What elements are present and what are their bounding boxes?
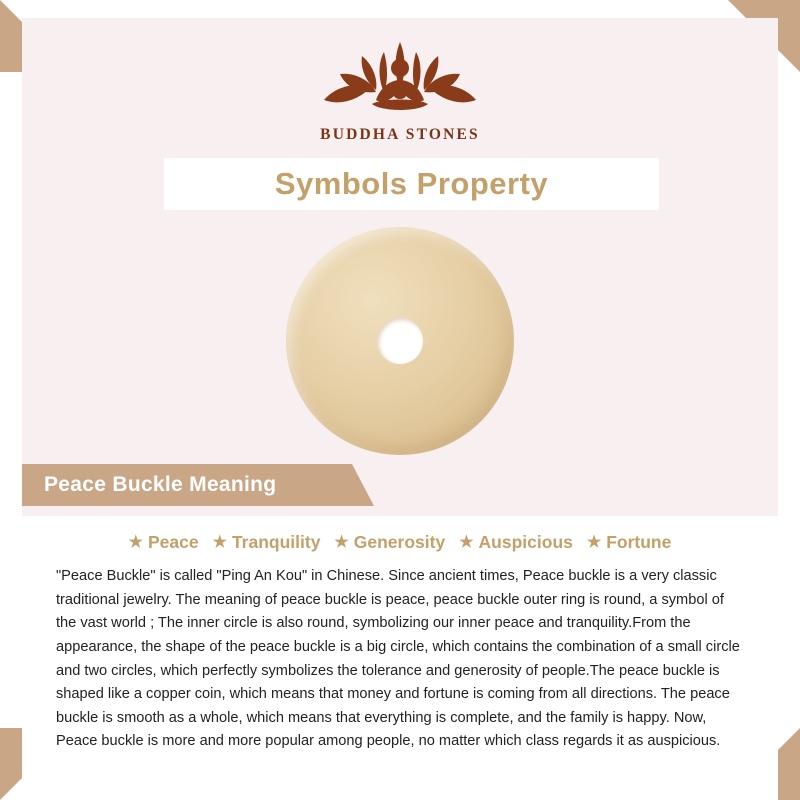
ribbon-notch — [352, 464, 374, 506]
section-title: Peace Buckle Meaning — [44, 473, 277, 496]
description-block — [22, 516, 778, 800]
list-item — [334, 532, 445, 553]
brand-name: BUDDHA STONES — [320, 126, 480, 143]
lotus-meditation-figure-icon — [22, 30, 778, 122]
peace-buckle-jade-disc-icon — [286, 227, 514, 455]
keyword-label: Auspicious — [478, 532, 573, 552]
star-icon: ★ — [586, 533, 602, 551]
star-icon: ★ — [128, 533, 143, 551]
keyword-label: Peace — [147, 532, 199, 552]
list-item — [213, 532, 321, 553]
section-ribbon — [22, 464, 352, 506]
brand-logo — [22, 30, 778, 144]
star-icon: ★ — [459, 533, 474, 551]
content-panel — [22, 18, 778, 782]
disc-inner-hole — [377, 318, 423, 364]
page-title: Symbols Property — [274, 166, 549, 201]
keyword-label: Tranquility — [231, 532, 321, 552]
star-icon: ★ — [334, 533, 349, 551]
description-text: "Peace Buckle" is called "Ping An Kou" in Chinese. Since ancient times, Peace buckle is a very classic traditional jewelry. The meaning of peace buckle is peace, peace buckle outer ring is round, a symbol of the vast world ; The inner circle is also round, symbolizing our inner peace and tranquility.From the appearance, the shape of the peace buckle is a big circle, which contains the combination of a small circle and two circles, which perfectly symbolizes the tolerance and generosity of people.The peace buckle is shaped like a copper coin, which means that money and fortune is coming from all directions. The peace buckle is smooth as a whole, which means that everything is complete, and the family is happy. Now, Peace buckle is more and more popular among people, no matter which class regards it as auspicious. — [56, 568, 740, 750]
title-banner — [164, 158, 659, 210]
list-item — [587, 532, 671, 553]
keyword-label: Fortune — [606, 532, 672, 552]
product-image-area — [22, 223, 778, 458]
list-item — [459, 532, 573, 553]
keyword-label: Generosity — [353, 532, 446, 552]
star-icon: ★ — [212, 533, 227, 551]
keyword-list — [40, 532, 760, 553]
list-item — [129, 532, 199, 553]
